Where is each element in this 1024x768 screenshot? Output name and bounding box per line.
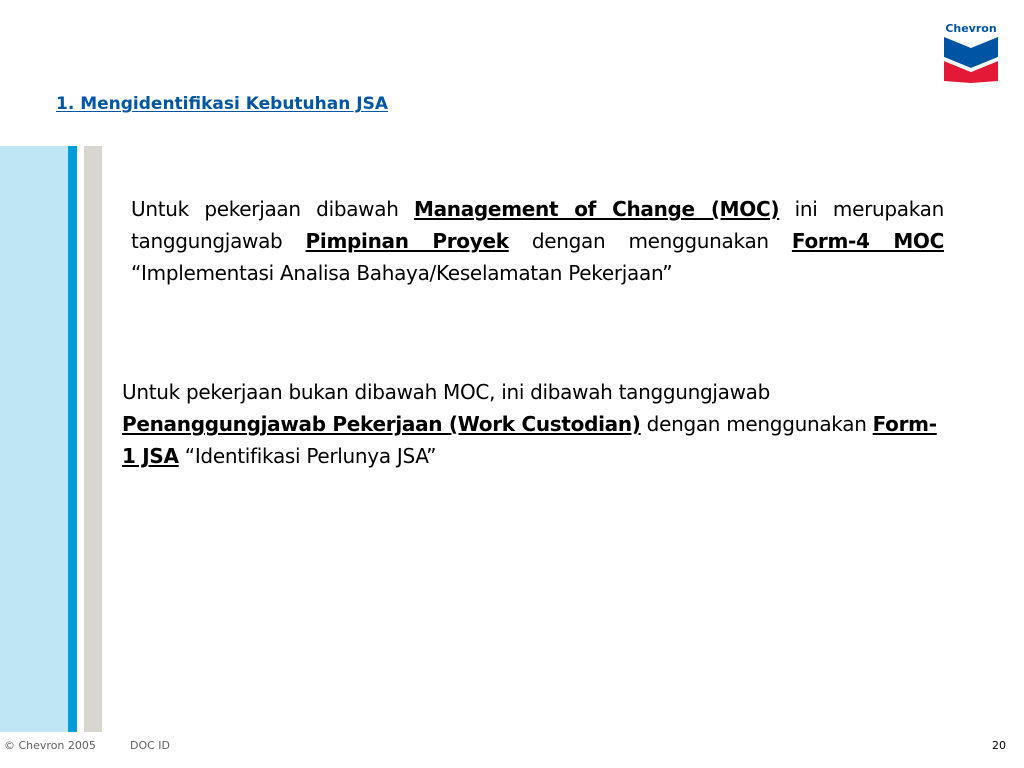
p2-text-2: dengan menggunakan xyxy=(640,412,873,436)
page-title: 1. Mengidentifikasi Kebutuhan JSA xyxy=(56,94,388,114)
p2-text-3: “Identifikasi Perlunya JSA” xyxy=(178,444,437,468)
p1-text-2: ini merupakan tanggungjawab xyxy=(131,197,944,253)
left-band-blue xyxy=(68,146,77,732)
paragraph-non-moc xyxy=(122,376,942,472)
left-band-light xyxy=(0,146,68,732)
p1-text-1: Untuk pekerjaan dibawah xyxy=(131,197,414,221)
p1-emphasis-moc: Management of Change (MOC) xyxy=(413,197,780,221)
left-band-gray xyxy=(84,146,102,732)
logo-wordmark: Chevron xyxy=(945,22,997,35)
p2-emphasis-custodian: Penanggungjawab Pekerjaan (Work Custodian) xyxy=(122,412,641,436)
p1-text-3: dengan menggunakan xyxy=(508,229,792,253)
chevron-emblem-icon xyxy=(944,37,998,83)
p1-emphasis-pimpinan: Pimpinan Proyek xyxy=(305,229,509,253)
chevron-logo xyxy=(940,22,1002,84)
footer-copyright: © Chevron 2005 xyxy=(4,739,96,752)
footer-page-number: 20 xyxy=(992,739,1006,752)
p1-emphasis-form4: Form-4 MOC xyxy=(791,229,944,253)
p2-emphasis-form1: Form-1 JSA xyxy=(122,412,937,468)
p1-text-4: “Implementasi Analisa Bahaya/Keselamatan Pekerjaan” xyxy=(131,261,673,285)
footer-doc-id: DOC ID xyxy=(130,739,171,752)
p2-text-1: Untuk pekerjaan bukan dibawah MOC, ini dibawah tanggungjawab xyxy=(122,380,771,404)
paragraph-moc xyxy=(131,193,944,289)
